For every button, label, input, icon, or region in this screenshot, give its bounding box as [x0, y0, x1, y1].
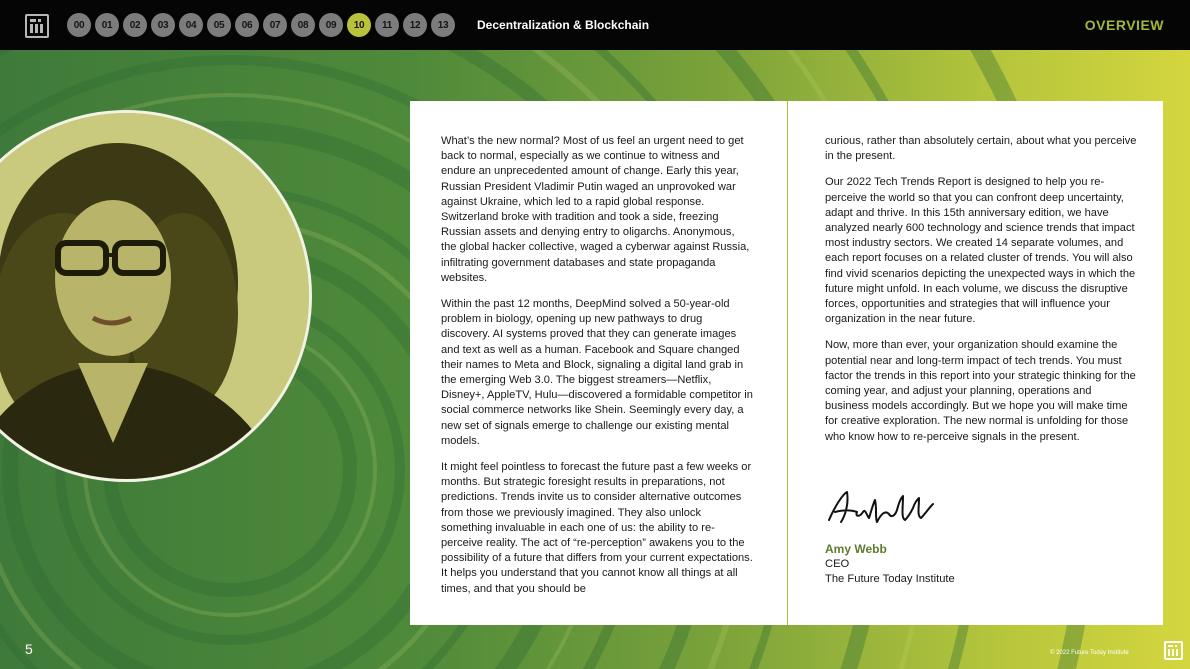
paragraph: Our 2022 Tech Trends Report is designed to help you re-perceive the world so that you can confront deep uncertainty, adapt and thrive. In this 15th anniversary edition, we have analyzed nearly 600 technology and science trends that impact most industry sectors. We created 14 separate volumes, and each report focuses on a related cluster of trends. You will also find vivid scenarios depicting the unexpected ways in which the future might unfold. In each volume, we discuss the disruptive forces, opportunities and strategies that will influence your organization in the near future. [825, 176, 1136, 326]
column-divider [787, 101, 788, 625]
chapter-button-03[interactable]: 03 [151, 13, 175, 37]
chapter-button-01[interactable]: 01 [95, 13, 119, 37]
signer-name: Amy Webb [825, 542, 887, 556]
chapter-button-10[interactable]: 10 [347, 13, 371, 37]
fti-logo-icon[interactable] [25, 14, 49, 38]
signer-title: CEO [825, 558, 850, 570]
paragraph: Within the past 12 months, DeepMind solved a 50-year-old problem in biology, opening up new pathways to drug discovery. AI systems proved that they can generate images and text as well as a human. Facebook and Square changed their names to Meta and Block, signaling a digital land grab in the emerging Web 3.0. The biggest streamers—Netflix, Disney+, AppleTV, Hulu—discovered a formidable competitor in social commerce networks like Shein. Seemingly every day, a new set of signals emerge to challenge our existing mental models. [441, 298, 753, 447]
section-title: Decentralization & Blockchain [477, 18, 650, 32]
chapter-navigation [67, 13, 455, 37]
chapter-button-12[interactable]: 12 [403, 13, 427, 37]
letter-column-2 [825, 134, 1137, 456]
page-number: 5 [25, 641, 33, 657]
signer-organization: The Future Today Institute [825, 573, 955, 585]
chapter-button-08[interactable]: 08 [291, 13, 315, 37]
paragraph: What’s the new normal? Most of us feel an urgent need to get back to normal, especially as we continue to witness and endure an unprecedented amount of change. Early this year, Russian President Vladimir Putin waged an unprovoked war against Ukraine, which led to a rapid global response. Switzerland broke with tradition and took a side, freezing Russian assets and denying entry to oligarchs. Anonymous, the global hacker collective, waged a cyberwar against Russia, infiltrating government databases and state propaganda websites. [441, 135, 750, 284]
paragraph: curious, rather than absolutely certain, about what you perceive in the present. [825, 135, 1137, 163]
chapter-button-04[interactable]: 04 [179, 13, 203, 37]
letter-column-1 [441, 134, 753, 608]
fti-footer-logo-icon [1164, 641, 1183, 660]
overview-link[interactable]: OVERVIEW [1084, 17, 1164, 33]
chapter-button-13[interactable]: 13 [431, 13, 455, 37]
paragraph: It might feel pointless to forecast the future past a few weeks or months. But strategic foresight results in preparations, not predictions. Trends invite us to consider alternative outcomes from those we previously imagined. They also unlock something invaluable in each one of us: the ability to re-perceive reality. The act of “re-perception” awakens you to the possibility of a future that differs from your current expectations. It helps you understand that you cannot know all things at all times, and that you should be [441, 461, 753, 595]
chapter-button-05[interactable]: 05 [207, 13, 231, 37]
chapter-button-06[interactable]: 06 [235, 13, 259, 37]
chapter-button-09[interactable]: 09 [319, 13, 343, 37]
chapter-button-00[interactable]: 00 [67, 13, 91, 37]
copyright-notice: © 2022 Future Today Institute [1050, 650, 1129, 656]
chapter-button-11[interactable]: 11 [375, 13, 399, 37]
paragraph: Now, more than ever, your organization should examine the potential near and long-term impact of tech trends. You must factor the trends in this report into your strategic thinking for the coming year, and adjust your planning, operations and business models accordingly. But we hope you will make time for creative exploration. The new normal is unfolding for those who know how to re-perceive signals in the present. [825, 339, 1136, 443]
chapter-button-07[interactable]: 07 [263, 13, 287, 37]
signature-image [825, 486, 940, 530]
top-navigation-bar [0, 0, 1190, 50]
chapter-button-02[interactable]: 02 [123, 13, 147, 37]
